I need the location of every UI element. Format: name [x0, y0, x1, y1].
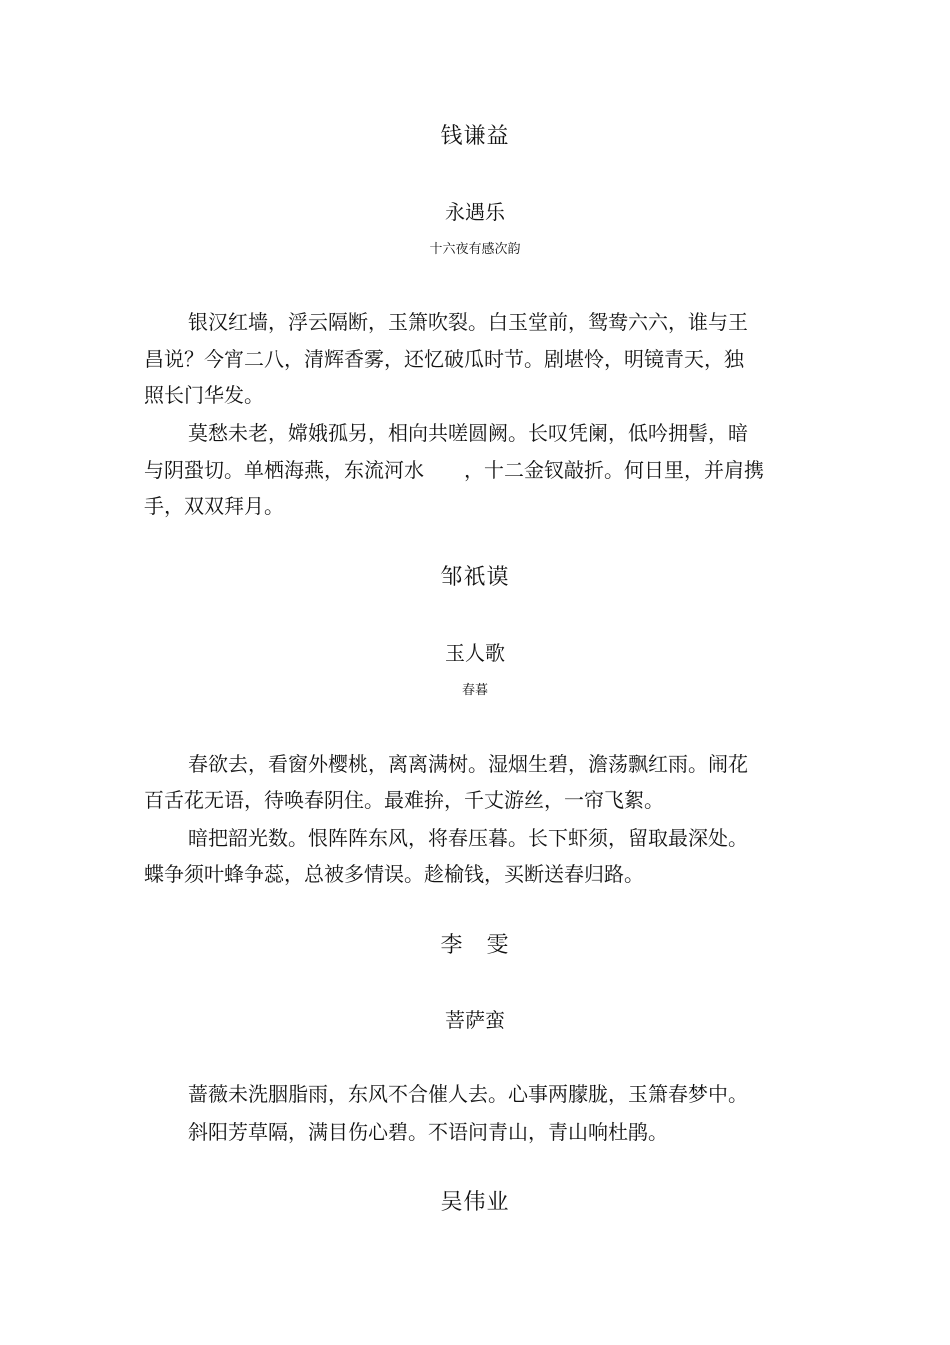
author-heading: 钱谦益	[440, 124, 510, 149]
poem-line: 百舌花无语，待唤春阴住。最难拚，千丈游丝，一帘飞絮。	[144, 788, 664, 812]
tune-title: 玉人歌	[445, 641, 505, 665]
poem-subtitle: 十六夜有感次韵	[429, 242, 521, 257]
poem-line: 蔷薇未洗胭脂雨，东风不合催人去。心事两朦胧，玉箫春梦中。	[188, 1082, 748, 1106]
poem-line: 斜阳芳草隔，满目伤心碧。不语问青山，青山响杜鹃。	[188, 1120, 668, 1144]
author-heading: 吴伟业	[440, 1190, 510, 1215]
poem-line: 莫愁未老，嫦娥孤另，相向共嗟圆阙。长叹凭阑，低吟拥髻，暗	[188, 421, 748, 445]
author-heading: 李 雯	[440, 933, 510, 958]
poem-line: 蝶争须叶蜂争蕊，总被多情误。趁榆钱，买断送春归路。	[144, 862, 644, 886]
tune-title: 菩萨蛮	[445, 1008, 505, 1032]
poem-line: 与阴蛩切。单栖海燕，东流河水 ，十二金钗敲折。何日里，并肩携	[144, 458, 764, 482]
poem-line: 暗把韶光数。恨阵阵东风，将春压暮。长下虾须，留取最深处。	[188, 826, 748, 850]
author-heading: 邹祇谟	[440, 565, 510, 590]
poem-line: 银汉红墙，浮云隔断，玉箫吹裂。白玉堂前，鸳鸯六六，谁与王	[188, 310, 748, 334]
poem-line: 春欲去，看窗外樱桃，离离满树。湿烟生碧，澹荡飘红雨。闹花	[188, 752, 748, 776]
poem-line: 手，双双拜月。	[144, 494, 284, 518]
poem-subtitle: 春暮	[461, 683, 488, 698]
poem-line: 照长门华发。	[144, 383, 264, 407]
poem-line: 昌说？今宵二八，清辉香雾，还忆破瓜时节。剧堪怜，明镜青天，独	[144, 347, 744, 371]
tune-title: 永遇乐	[445, 200, 505, 224]
